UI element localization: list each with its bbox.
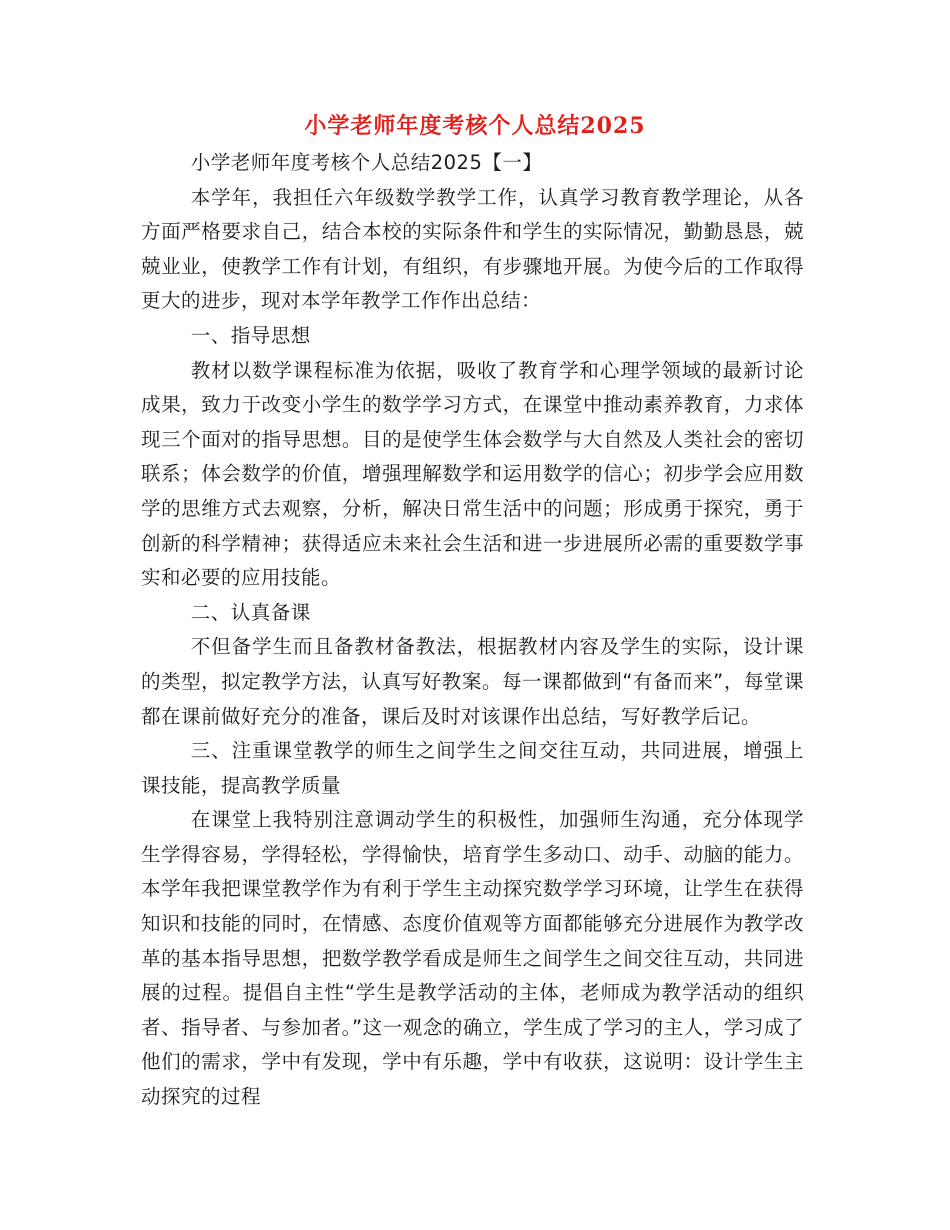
guiding-thought-paragraph: 教材以数学课程标准为依据，吸收了教育学和心理学领域的最新讨论成果，致力于改变小学生的数学学习方式，在课堂中推动素养教育，力求体现三个面对的指导思想。目的是使学生体会数学与大自然及人类社会的密切联系；体会数学的价值，增强理解数学和运用数学的信心；初步学会应用数学的思维方式去观察，分析，解决日常生活中的问题；形成勇于探究，勇于创新的科学精神；获得适应未来社会生活和进一步进展所必需的重要数学事实和必要的应用技能。: [141, 358, 804, 590]
section-heading-lesson-prep: 二、认真备课: [190, 600, 311, 624]
section-heading-classroom-teaching: 三、注重课堂教学的师生之间学生之间交往互动，共同进展，增强上课技能，提高教学质量: [141, 739, 804, 797]
subtitle-paragraph: 小学老师年度考核个人总结2025【一】: [190, 151, 543, 174]
intro-paragraph: 本学年，我担任六年级数学教学工作，认真学习教育教学理论，从各方面严格要求自己，结合本校的实际条件和学生的实际情况，勤勤恳恳，兢兢业业，使教学工作有计划，有组织，有步骤地开展。为使今后的工作取得更大的进步，现对本学年教学工作作出总结：: [141, 185, 804, 313]
lesson-prep-paragraph: 不但备学生而且备教材备教法，根据教材内容及学生的实际，设计课的类型，拟定教学方法，认真写好教案。每一课都做到“有备而来”，每堂课都在课前做好充分的准备，课后及时对该课作出总结，写好教学后记。: [141, 635, 804, 728]
document-body: [141, 146, 804, 1115]
section-heading-guiding-thought: 一、指导思想: [190, 323, 311, 347]
classroom-teaching-paragraph: 在课堂上我特别注意调动学生的积极性，加强师生沟通，充分体现学生学得容易，学得轻松，学得愉快，培育学生多动口、动手、动脑的能力。本学年我把课堂教学作为有利于学生主动探究数学学习环境，让学生在获得知识和技能的同时，在情感、态度价值观等方面都能够充分进展作为教学改革的基本指导思想，把数学教学看成是师生之间学生之间交往互动，共同进展的过程。提倡自主性“学生是教学活动的主体，老师成为教学活动的组织者、指导者、与参加者。”这一观念的确立，学生成了学习的主人，学习成了他们的需求，学中有发现，学中有乐趣，学中有收获，这说明：设计学生主动探究的过程: [141, 808, 804, 1109]
document-title: 小学老师年度考核个人总结2025: [304, 113, 646, 139]
